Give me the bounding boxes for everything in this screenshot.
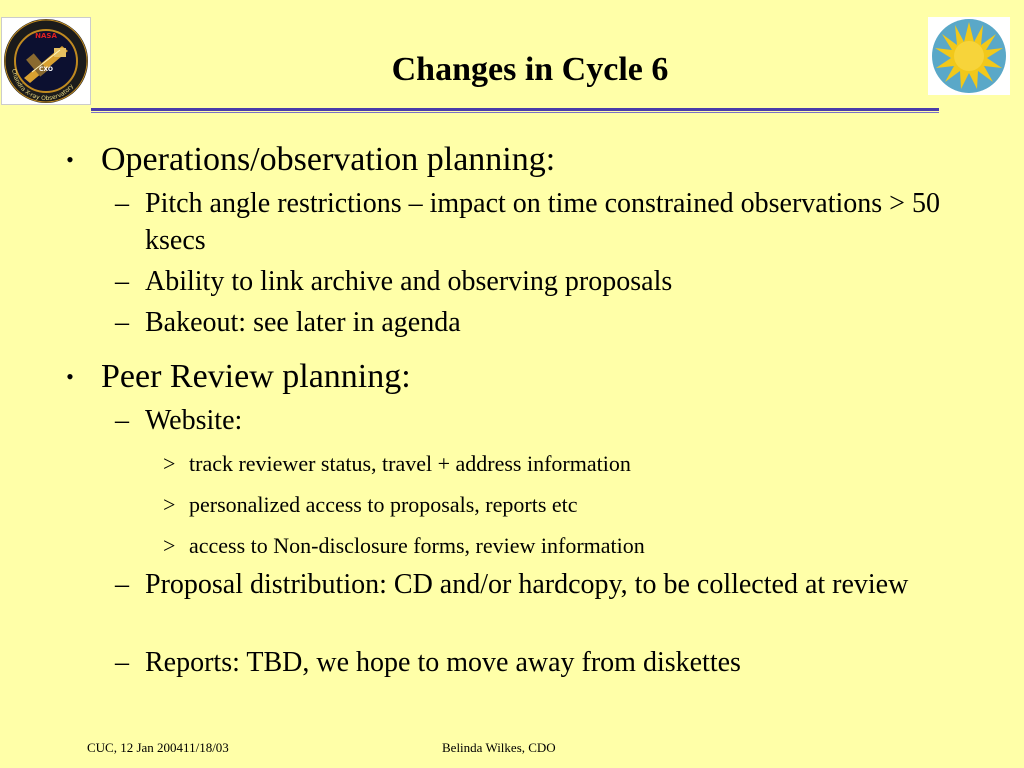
logo-cxo-text: CXO [39, 66, 53, 73]
footer-author: Belinda Wilkes, CDO [442, 740, 556, 755]
sub-bullet-text: Proposal distribution: CD and/or hardcopy, to be collected at review [145, 569, 909, 600]
bullet-label: Peer Review planning: [101, 358, 411, 395]
footer-date: CUC, 12 Jan 200411/18/03 [87, 740, 229, 755]
sub-sub-bullet-text: track reviewer status, travel + address information [189, 451, 631, 476]
bullet-dot: • [66, 364, 74, 389]
sub-sub-bullet-mark: > [163, 451, 176, 476]
sub-sub-bullet-mark: > [163, 533, 176, 558]
sub-bullet-text: Reports: TBD, we hope to move away from diskettes [145, 647, 741, 678]
logo-ring-text: Chandra X-ray Observatory [10, 68, 76, 103]
slide-title: Changes in Cycle 6 [391, 51, 669, 88]
title-divider [91, 108, 939, 115]
sub-bullet-dash: – [115, 188, 129, 219]
sub-bullet-dash: – [115, 405, 129, 436]
sub-bullet-dash: – [115, 647, 129, 678]
sub-sub-bullet-mark: > [163, 492, 176, 517]
sub-bullet-text: Pitch angle restrictions – impact on time constrained observations > 50 ksecs [145, 188, 940, 256]
sub-bullet-text: Website: [145, 405, 243, 436]
sub-bullet-text: Bakeout: see later in agenda [145, 307, 461, 338]
bullet-label: Operations/observation planning: [101, 141, 556, 178]
sub-bullet-dash: – [115, 266, 129, 297]
sub-bullet-dash: – [115, 569, 129, 600]
sub-bullet-dash: – [115, 307, 129, 338]
sub-sub-bullet-text: personalized access to proposals, reports etc [189, 492, 578, 517]
sub-bullet-text: Ability to link archive and observing proposals [145, 266, 673, 297]
sub-sub-bullet-text: access to Non-disclosure forms, review information [189, 533, 645, 558]
bullet-dot: • [66, 147, 74, 172]
logo-nasa-text: NASA [35, 32, 57, 40]
